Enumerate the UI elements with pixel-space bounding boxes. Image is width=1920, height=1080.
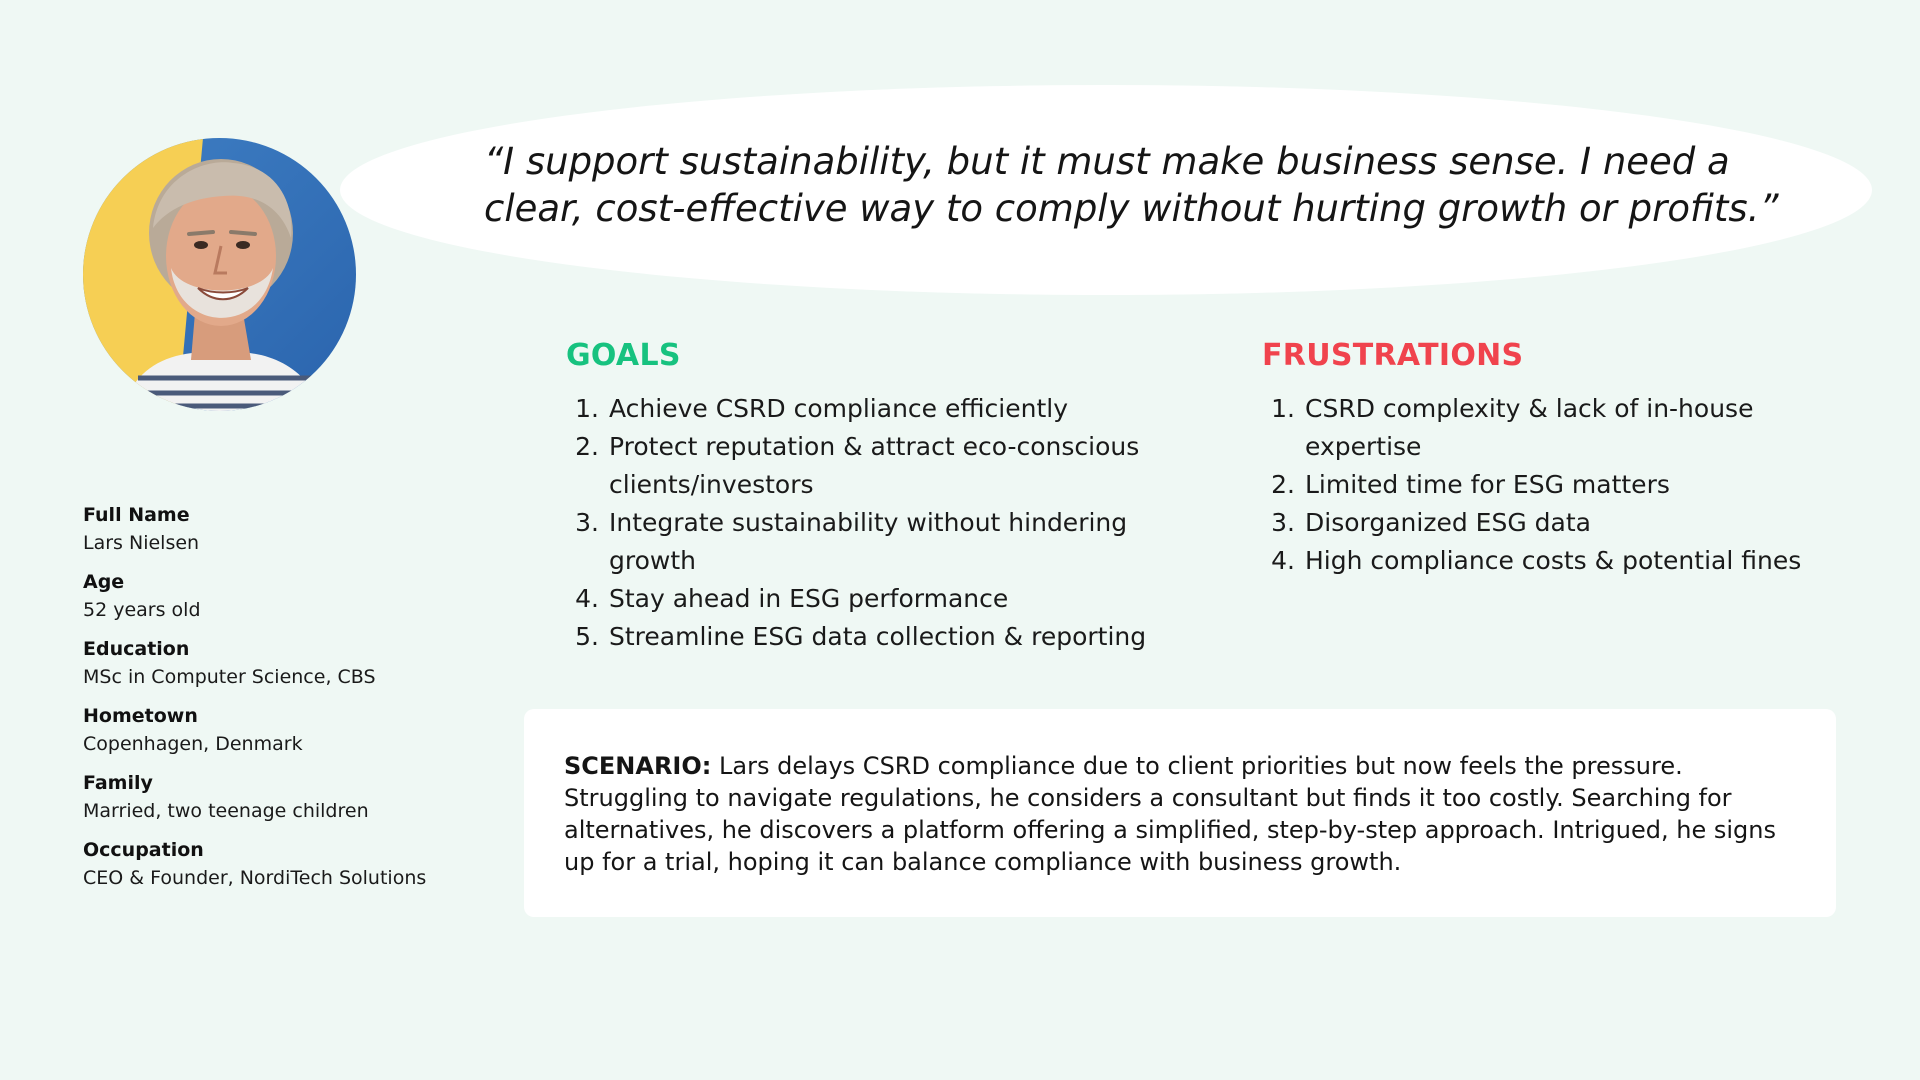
goal-item: 2. Protect reputation & attract eco-conscious clients/investors <box>575 432 1140 499</box>
field-value: CEO & Founder, NordiTech Solutions <box>83 867 427 889</box>
frustration-item: 1. CSRD complexity & lack of in-house expertise <box>1271 394 1754 461</box>
goal-text: Achieve CSRD compliance efficiently <box>609 394 1068 423</box>
profile-details <box>83 502 483 904</box>
profile-field-occupation <box>83 837 483 893</box>
field-label: Family <box>83 772 153 794</box>
goal-text: Stay ahead in ESG performance <box>609 584 1009 613</box>
persona-avatar <box>83 138 356 411</box>
profile-field-full-name <box>83 502 483 558</box>
profile-field-family <box>83 770 483 826</box>
frustrations-title: FRUSTRATIONS <box>1262 338 1524 373</box>
goal-item: 5. Streamline ESG data collection & reporting <box>575 622 1147 651</box>
frustration-text: Limited time for ESG matters <box>1305 470 1670 499</box>
field-value: 52 years old <box>83 599 201 621</box>
field-label: Age <box>83 571 125 593</box>
goals-list <box>566 390 1166 656</box>
field-value: Copenhagen, Denmark <box>83 733 303 755</box>
frustrations-list <box>1262 390 1822 580</box>
goal-item: 4. Stay ahead in ESG performance <box>575 584 1009 613</box>
persona-quote: “I support sustainability, but it must make business sense. I need a clear, cost-effective way to comply without hurting growth or profits.” <box>484 140 1779 230</box>
field-label: Education <box>83 638 190 660</box>
scenario-card <box>524 709 1836 917</box>
profile-field-education <box>83 636 483 692</box>
frustration-item: 2. Limited time for ESG matters <box>1271 470 1670 499</box>
goal-text: Protect reputation & attract eco-conscious clients/investors <box>609 432 1140 499</box>
goal-item: 1. Achieve CSRD compliance efficiently <box>575 394 1068 423</box>
goal-text: Streamline ESG data collection & reporting <box>609 622 1147 651</box>
goal-text: Integrate sustainability without hindering growth <box>609 508 1128 575</box>
field-label: Full Name <box>83 504 190 526</box>
portrait-photo-icon <box>83 138 356 411</box>
frustration-item: 4. High compliance costs & potential fines <box>1271 546 1802 575</box>
field-label: Occupation <box>83 839 204 861</box>
scenario-paragraph <box>564 750 1804 878</box>
field-label: Hometown <box>83 705 198 727</box>
profile-field-age <box>83 569 483 625</box>
goal-item: 3. Integrate sustainability without hindering growth <box>575 508 1128 575</box>
field-value: MSc in Computer Science, CBS <box>83 666 376 688</box>
goals-title: GOALS <box>566 338 681 373</box>
scenario-label: SCENARIO: <box>564 752 712 780</box>
scenario-text: Lars delays CSRD compliance due to client priorities but now feels the pressure. Struggling to navigate regulations, he considers a consultant but finds it too costly. Searching for alternatives, he discovers a platform offering a simplified, step-by-step approach. Intrigued, he signs up for a trial, hoping it can balance compliance with business growth. <box>564 752 1776 876</box>
field-value: Married, two teenage children <box>83 800 369 822</box>
field-value: Lars Nielsen <box>83 532 200 554</box>
frustration-text: Disorganized ESG data <box>1305 508 1591 537</box>
frustration-text: High compliance costs & potential fines <box>1305 546 1802 575</box>
profile-field-hometown <box>83 703 483 759</box>
frustration-item: 3. Disorganized ESG data <box>1271 508 1591 537</box>
frustration-text: CSRD complexity & lack of in-house expertise <box>1305 394 1754 461</box>
